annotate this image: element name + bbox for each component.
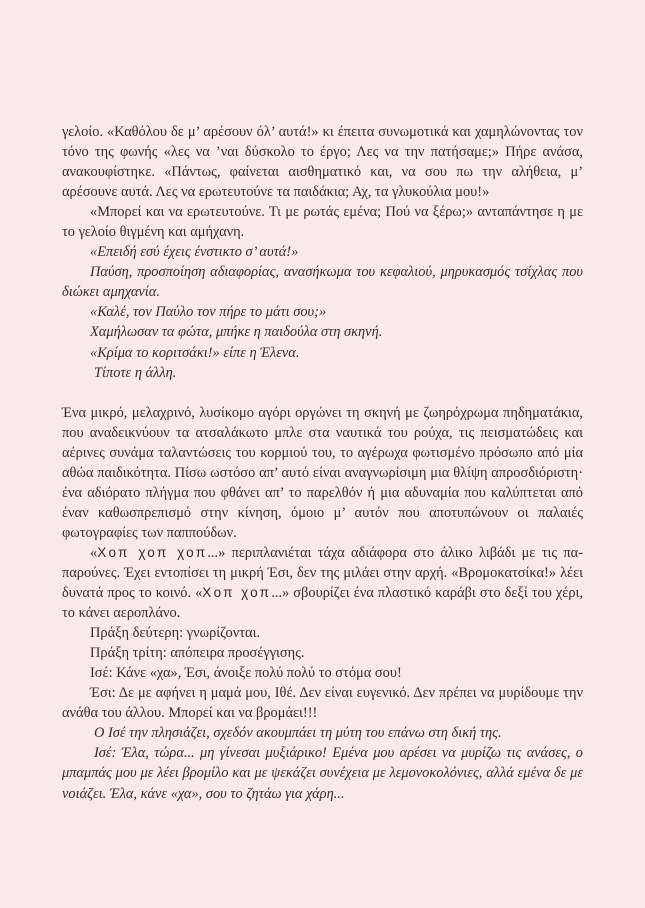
paragraph-p16: Ισέ: Έλα, τώρα... μη γίνεσαι μυξιάρικο! Εμένα μου αρέσει να μυρίζω τις ανάσες, ο μπαμπάς μου με λέει βρομίλο και με ψεκάζει συνέχεια με λεμονοκολόνιες, αλλά εμένα δε με νοιάζει. Έλα, κάνε «χα», σου το ζητάω για χάρη... bbox=[62, 745, 583, 802]
paragraph-p8: Τίποτε η άλλη. bbox=[94, 364, 177, 381]
paragraph-p9: Ένα μικρό, μελαχρινό, λυσίκομο αγόρι οργώνει τη σκηνή με ζωηρόχρωμα πηδηματάκια, που αναδεικνύουν τα ατσαλάκωτο μπλε στα ναυτικά του ρούχα, τις πεισματώδεις και αέρινες συνάμα ταλαντώσεις του κορμιού του, το αγέρωχα φωτισμένο πρόσωπο από μία αθώα παιδικότητα. Πίσω ωστόσο απ’ αυτό είναι αναγνωρίσιμη μια θλίψη απροσδιόριστη· ένα αδιόρατο πλήγμα που φθάνει απ’ το παρελθόν ή μια αδυναμία που καλύπτεται από έναν καθωσπρεπισμό στην κίνηση, όμοιο μ’ αυτόν που αποτυπώνουν οι παλαιές φωτογραφίες των παππούδων. bbox=[62, 404, 583, 541]
paragraph-p15: Ο Ισέ την πλησιάζει, σχεδόν ακουμπάει τη μύτη του επάνω στη δική της. bbox=[94, 725, 502, 742]
hop-quote-open: « bbox=[90, 544, 98, 561]
paragraph-p10-text-2: ...» σβουρίζει ένα πλαστικό καράβι στο δεξί του χέρι, το κάνει αεροπλάνο. bbox=[62, 585, 584, 622]
paragraph-p1: γελοίο. «Καθόλου δε μ’ αρέσουν όλ’ αυτά!» κι έπειτα συνωμοτικά και χαμηλώνοντας τον τόνο της φωνής «λες να ’ναι δύσκολο το έργο; Λες να την πατήσαμε;» Πήρε ανάσα, ανακουφίστηκε. «Πάντως, φαίνεται αισθηματικό και, να σου πω την αλήθεια, μ’ αρέσουνε αυτά. Λες να ερωτευτούνε τα παιδάκια; Αχ, τα γλυκούλια μου!» bbox=[62, 124, 583, 201]
paragraph-p7: «Κρίμα το κοριτσάκι!» είπε η Έλενα. bbox=[90, 344, 300, 361]
paragraph-p12: Πράξη τρίτη: απόπειρα προσέγγισης. bbox=[90, 645, 305, 662]
hop-onomatopoeia-2: Χοπ χοπ bbox=[202, 585, 272, 601]
paragraph-p3: «Επειδή εσύ έχεις ένστικτο σ’ αυτά!» bbox=[90, 244, 299, 261]
paragraph-p11: Πράξη δεύτερη: γνωρίζονται. bbox=[90, 625, 261, 642]
text-column bbox=[62, 122, 583, 804]
paragraph-p5: «Καλέ, τον Παύλο τον πήρε το μάτι σου;» bbox=[90, 304, 327, 321]
paragraph-p4: Παύση, προσποίηση αδιαφορίας, ανασήκωμα του κεφαλιού, μηρυκασμός τσίχλας που διώκει αμηχανία. bbox=[62, 264, 583, 301]
paragraph-p10-text-1: ...» περιπλανιέται τάχα αδιάφορα στο άλικο λιβάδι με τις πα-παρούνες. Έχει εντοπίσει τη μικρή Έσι, δεν της μιλάει στην αρχή. «Βρομοκατσίκα!» λέει δυνατά προς το κοινό. « bbox=[62, 544, 583, 602]
section-divider bbox=[62, 383, 583, 403]
paragraph-p2: «Μπορεί και να ερωτευτούνε. Τι με ρωτάς εμένα; Πού να ξέρω;» ανταπάντησε η με το γελοίο θιγμένη και αμήχανη. bbox=[62, 204, 583, 241]
hop-onomatopoeia-1: Χοπ χοπ χοπ bbox=[97, 544, 208, 560]
paragraph-p13: Ισέ: Κάνε «χα», Έσι, άνοιξε πολύ πολύ το στόμα σου! bbox=[90, 665, 402, 682]
paragraph-p14: Έσι: Δε με αφήνει η μαμά μου, Ιθέ. Δεν είναι ευγενικό. Δεν πρέπει να μυρίδουμε την ανάθα του άλλου. Μπορεί και να βρομάει!!! bbox=[62, 685, 583, 722]
paragraph-p10 bbox=[62, 543, 583, 623]
paragraph-p6: Χαμήλωσαν τα φώτα, μπήκε η παιδούλα στη σκηνή. bbox=[90, 324, 383, 341]
